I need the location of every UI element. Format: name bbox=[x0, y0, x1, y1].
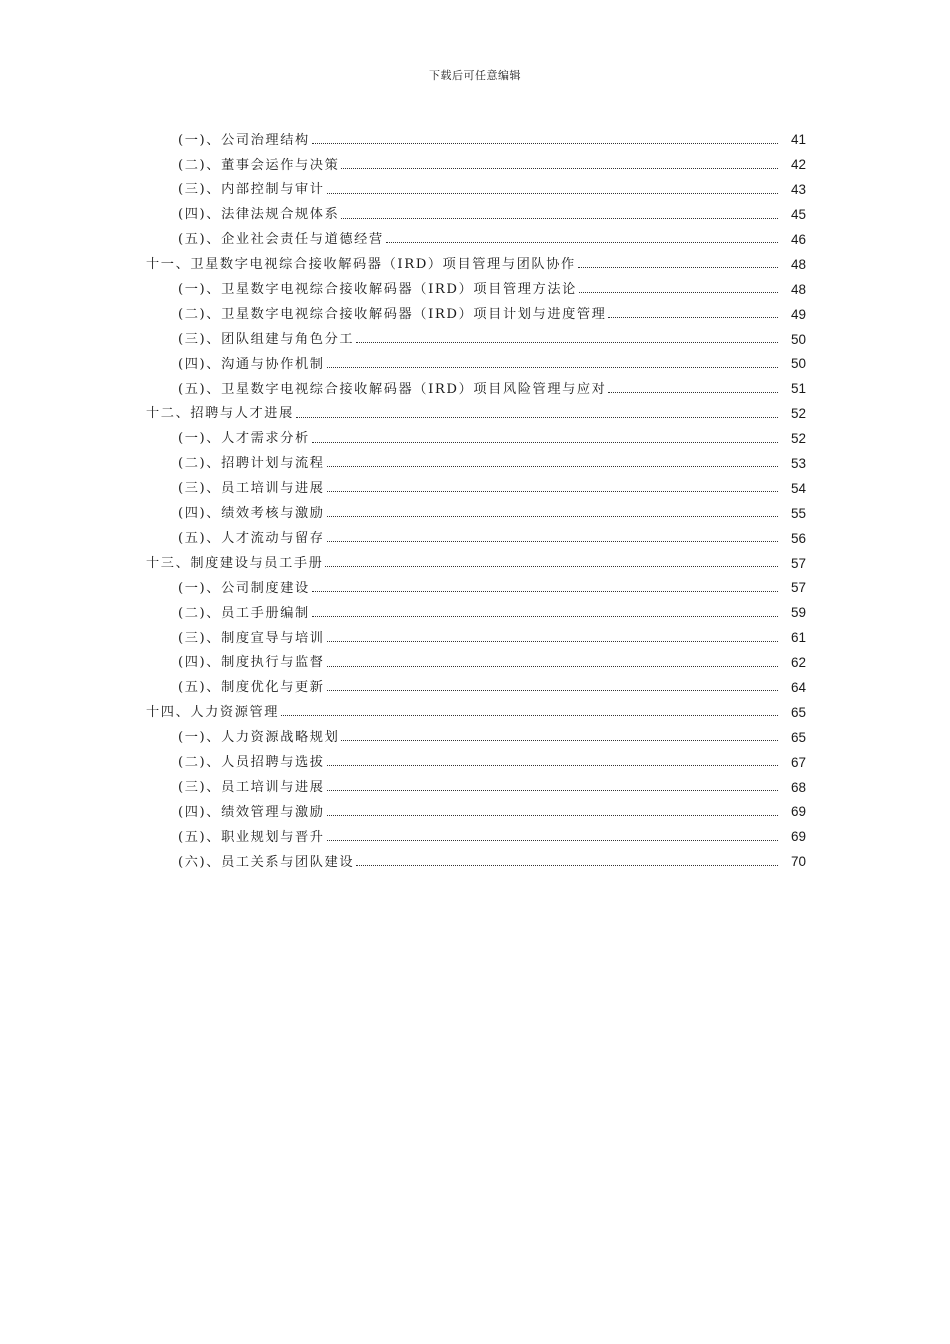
toc-entry-label: (一)、公司治理结构 bbox=[178, 132, 310, 148]
toc-section-entry[interactable] bbox=[0, 574, 950, 599]
toc-entry-label: (二)、员工手册编制 bbox=[178, 605, 310, 621]
toc-section-entry[interactable] bbox=[0, 350, 950, 375]
toc-dot-leader bbox=[327, 666, 778, 667]
toc-page-number: 48 bbox=[790, 281, 806, 297]
toc-dot-leader bbox=[281, 715, 778, 716]
toc-dot-leader bbox=[327, 541, 778, 542]
toc-section-entry[interactable] bbox=[0, 300, 950, 325]
toc-section-entry[interactable] bbox=[0, 450, 950, 475]
toc-chapter-entry[interactable] bbox=[0, 549, 950, 574]
toc-section-entry[interactable] bbox=[0, 823, 950, 848]
toc-entry-label: 十二、招聘与人才进展 bbox=[146, 406, 294, 422]
toc-entry-label: (三)、员工培训与进展 bbox=[178, 779, 325, 795]
toc-entry-label: (一)、公司制度建设 bbox=[178, 580, 310, 596]
toc-chapter-entry[interactable] bbox=[0, 400, 950, 425]
toc-dot-leader bbox=[327, 193, 778, 194]
toc-section-entry[interactable] bbox=[0, 798, 950, 823]
toc-entry-label: (二)、卫星数字电视综合接收解码器（IRD）项目计划与进度管理 bbox=[178, 306, 607, 322]
toc-dot-leader bbox=[327, 840, 778, 841]
toc-page-number: 68 bbox=[790, 779, 806, 795]
toc-dot-leader bbox=[312, 143, 778, 144]
toc-page-number: 55 bbox=[790, 505, 806, 521]
toc-chapter-entry[interactable] bbox=[0, 250, 950, 275]
toc-entry-label: 十一、卫星数字电视综合接收解码器（IRD）项目管理与团队协作 bbox=[146, 257, 576, 273]
toc-entry-label: (三)、员工培训与进展 bbox=[178, 481, 325, 497]
toc-section-entry[interactable] bbox=[0, 226, 950, 251]
toc-dot-leader bbox=[325, 566, 778, 567]
toc-section-entry[interactable] bbox=[0, 748, 950, 773]
toc-page-number: 51 bbox=[790, 381, 806, 397]
toc-entry-label: (四)、法律法规合规体系 bbox=[178, 207, 340, 223]
toc-page-number: 65 bbox=[790, 704, 806, 720]
toc-page-number: 53 bbox=[790, 455, 806, 471]
toc-section-entry[interactable] bbox=[0, 773, 950, 798]
toc-page-number: 61 bbox=[790, 630, 806, 646]
toc-section-entry[interactable] bbox=[0, 499, 950, 524]
toc-entry-label: (三)、团队组建与角色分工 bbox=[178, 331, 355, 347]
toc-entry-label: (三)、内部控制与审计 bbox=[178, 182, 325, 198]
toc-page-number: 45 bbox=[790, 207, 806, 223]
toc-section-entry[interactable] bbox=[0, 126, 950, 151]
toc-page-number: 42 bbox=[790, 157, 806, 173]
toc-entry-label: (三)、制度宣导与培训 bbox=[178, 630, 325, 646]
toc-dot-leader bbox=[356, 865, 778, 866]
toc-page-number: 43 bbox=[790, 182, 806, 198]
toc-entry-label: (一)、人力资源战略规划 bbox=[178, 730, 340, 746]
toc-section-entry[interactable] bbox=[0, 599, 950, 624]
toc-entry-label: (一)、人才需求分析 bbox=[178, 431, 310, 447]
toc-entry-label: (四)、沟通与协作机制 bbox=[178, 356, 325, 372]
toc-page-number: 49 bbox=[790, 306, 806, 322]
toc-entry-label: (五)、企业社会责任与道德经营 bbox=[178, 232, 384, 248]
toc-page-number: 56 bbox=[790, 530, 806, 546]
table-of-contents bbox=[0, 126, 950, 873]
toc-section-entry[interactable] bbox=[0, 649, 950, 674]
toc-dot-leader bbox=[327, 690, 778, 691]
toc-page-number: 67 bbox=[790, 754, 806, 770]
toc-dot-leader bbox=[327, 516, 778, 517]
toc-section-entry[interactable] bbox=[0, 201, 950, 226]
toc-section-entry[interactable] bbox=[0, 151, 950, 176]
toc-dot-leader bbox=[356, 342, 778, 343]
toc-entry-label: (四)、制度执行与监督 bbox=[178, 655, 325, 671]
toc-page-number: 50 bbox=[790, 331, 806, 347]
toc-dot-leader bbox=[327, 466, 778, 467]
toc-dot-leader bbox=[608, 317, 778, 318]
toc-page-number: 50 bbox=[790, 356, 806, 372]
toc-page-number: 69 bbox=[790, 804, 806, 820]
toc-section-entry[interactable] bbox=[0, 624, 950, 649]
toc-page-number: 46 bbox=[790, 231, 806, 247]
toc-entry-label: (二)、人员招聘与选拔 bbox=[178, 754, 325, 770]
toc-entry-label: (二)、招聘计划与流程 bbox=[178, 456, 325, 472]
toc-page-number: 69 bbox=[790, 829, 806, 845]
toc-dot-leader bbox=[608, 392, 778, 393]
toc-section-entry[interactable] bbox=[0, 425, 950, 450]
toc-dot-leader bbox=[341, 218, 778, 219]
toc-entry-label: (一)、卫星数字电视综合接收解码器（IRD）项目管理方法论 bbox=[178, 282, 577, 298]
toc-dot-leader bbox=[327, 491, 778, 492]
toc-entry-label: (四)、绩效考核与激励 bbox=[178, 506, 325, 522]
toc-dot-leader bbox=[312, 616, 778, 617]
toc-dot-leader bbox=[296, 417, 778, 418]
toc-entry-label: (五)、职业规划与晋升 bbox=[178, 829, 325, 845]
toc-page-number: 62 bbox=[790, 655, 806, 671]
toc-section-entry[interactable] bbox=[0, 176, 950, 201]
toc-dot-leader bbox=[579, 292, 778, 293]
toc-dot-leader bbox=[386, 242, 778, 243]
toc-section-entry[interactable] bbox=[0, 723, 950, 748]
toc-section-entry[interactable] bbox=[0, 474, 950, 499]
toc-section-entry[interactable] bbox=[0, 524, 950, 549]
toc-entry-label: (五)、人才流动与留存 bbox=[178, 530, 325, 546]
toc-section-entry[interactable] bbox=[0, 674, 950, 699]
toc-entry-label: (二)、董事会运作与决策 bbox=[178, 157, 340, 173]
toc-page-number: 52 bbox=[790, 406, 806, 422]
toc-dot-leader bbox=[312, 442, 778, 443]
toc-dot-leader bbox=[578, 267, 778, 268]
toc-entry-label: (四)、绩效管理与激励 bbox=[178, 804, 325, 820]
toc-page-number: 41 bbox=[790, 132, 806, 148]
toc-dot-leader bbox=[341, 740, 778, 741]
toc-entry-label: (五)、卫星数字电视综合接收解码器（IRD）项目风险管理与应对 bbox=[178, 381, 607, 397]
toc-section-entry[interactable] bbox=[0, 848, 950, 873]
toc-chapter-entry[interactable] bbox=[0, 698, 950, 723]
toc-dot-leader bbox=[327, 815, 778, 816]
toc-page-number: 70 bbox=[790, 854, 806, 870]
toc-entry-label: (六)、员工关系与团队建设 bbox=[178, 854, 355, 870]
toc-page-number: 57 bbox=[790, 555, 806, 571]
toc-dot-leader bbox=[341, 168, 778, 169]
toc-page-number: 65 bbox=[790, 729, 806, 745]
toc-section-entry[interactable] bbox=[0, 325, 950, 350]
toc-page-number: 64 bbox=[790, 679, 806, 695]
toc-dot-leader bbox=[312, 591, 778, 592]
toc-dot-leader bbox=[327, 765, 778, 766]
page-header: 下载后可任意编辑 bbox=[429, 69, 521, 82]
toc-page-number: 52 bbox=[790, 431, 806, 447]
toc-page-number: 59 bbox=[790, 605, 806, 621]
toc-page-number: 57 bbox=[790, 580, 806, 596]
toc-page-number: 48 bbox=[790, 256, 806, 272]
toc-entry-label: (五)、制度优化与更新 bbox=[178, 680, 325, 696]
toc-section-entry[interactable] bbox=[0, 275, 950, 300]
toc-section-entry[interactable] bbox=[0, 375, 950, 400]
toc-entry-label: 十三、制度建设与员工手册 bbox=[146, 555, 324, 571]
toc-dot-leader bbox=[327, 641, 778, 642]
toc-dot-leader bbox=[327, 790, 778, 791]
toc-dot-leader bbox=[327, 367, 778, 368]
toc-entry-label: 十四、人力资源管理 bbox=[146, 705, 280, 721]
toc-page-number: 54 bbox=[790, 480, 806, 496]
